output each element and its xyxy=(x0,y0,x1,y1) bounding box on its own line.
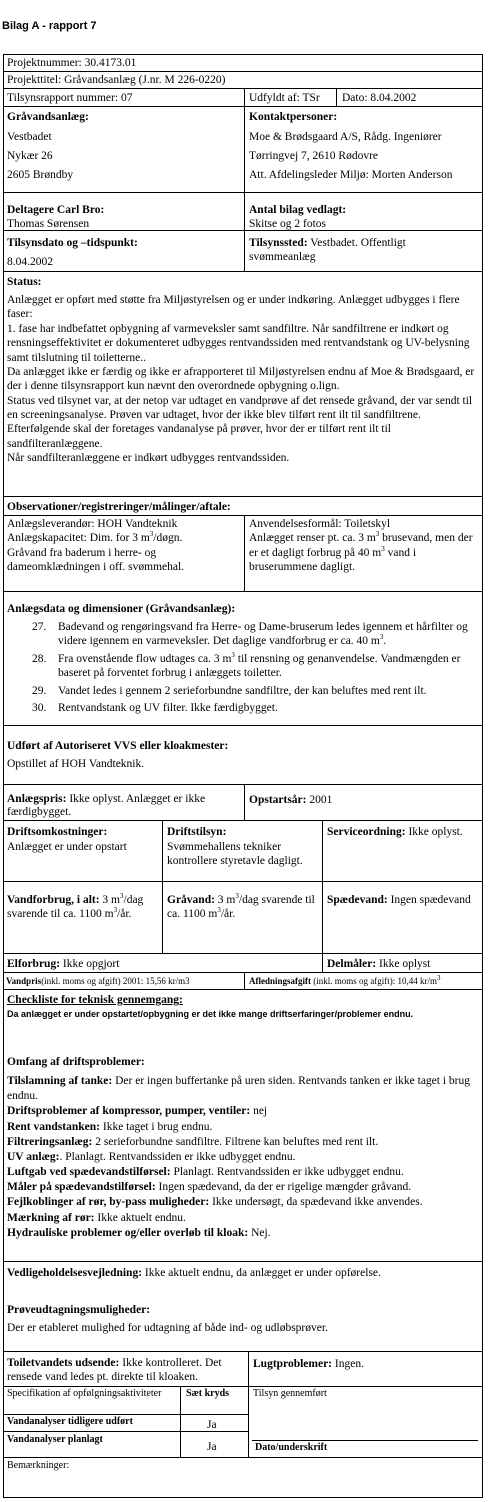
problem-item xyxy=(7,1150,479,1165)
problem-label: Hydrauliske problemer og/eller overløb til kloak: xyxy=(7,1226,249,1239)
start-year-value: 2001 xyxy=(306,794,333,806)
toilet-water-label: Toiletvandets udsende: xyxy=(7,1357,120,1369)
capacity-unit: /døgn. xyxy=(153,532,183,545)
problem-item xyxy=(7,1165,479,1180)
tick-label: Sæt kryds xyxy=(186,1388,230,1399)
power-row xyxy=(3,953,483,973)
grey-water-sup: 3 xyxy=(235,892,239,901)
usage-volume-c: vand i bruserummene dagligt. xyxy=(249,546,417,574)
opcost-label: Driftsomkostninger: xyxy=(7,826,108,838)
signature-label: Dato/underskrift xyxy=(255,1442,328,1453)
status-paragraph: Anlægget er opført med støtte fra Miljøstyrelsen og er under indkøring. Anlægget udbygges i flere faser: xyxy=(7,294,460,321)
opstate-value: Svømmehallens tekniker kontrollere styretavle dagligt. xyxy=(167,841,303,868)
start-year xyxy=(249,793,332,807)
status-text xyxy=(7,293,477,466)
water-total-sup2: 3 xyxy=(113,906,118,915)
problem-label: Mærkning af rør: xyxy=(7,1211,95,1224)
sampling-value: Der er etableret mulighed for udtagning af både ind- og udløbsprøver. xyxy=(7,1322,328,1334)
plant-line: 2605 Brøndby xyxy=(7,169,74,181)
problem-value: Ikke undersøgt, da spædevand ikke anvendes. xyxy=(209,1196,423,1209)
project-title-row xyxy=(3,71,483,89)
opstate-label: Driftstilsyn: xyxy=(167,826,227,838)
project-title: Projekttitel: Gråvandsanlæg (J.nr. M 226-0220) xyxy=(7,74,226,86)
problem-label: Filtreringsanlæg: xyxy=(7,1135,93,1148)
odour-label: Lugtproblemer: xyxy=(253,1358,333,1370)
dimensions-list xyxy=(4,620,474,718)
capacity-sup: 3 xyxy=(149,530,154,539)
problems-list xyxy=(7,1074,479,1241)
grey-water-c: /år. xyxy=(220,908,236,921)
item-text: Vandet ledes i gennem 2 serieforbundne sandfiltre, der kan beluftes med rent ilt. xyxy=(58,684,427,697)
problem-value: Ikke taget i brug endnu. xyxy=(99,1120,213,1133)
contact-line: Att. Afdelingsleder Miljø: Morten Anderson xyxy=(249,169,453,181)
power-label: Elforbrug: xyxy=(7,958,61,970)
problem-value: . Planlagt. Rentvandssiden er ikke udbygget endnu. xyxy=(59,1150,296,1163)
price-label: Anlægspris: xyxy=(7,793,67,805)
observations-label: Observationer/registreringer/målinger/aftale: xyxy=(7,501,231,513)
dimensions-item xyxy=(4,620,474,649)
observations-section xyxy=(3,496,483,592)
problem-label: Fejlkoblinger af rør, by-pass muligheder: xyxy=(7,1196,210,1209)
price xyxy=(7,793,239,819)
odour-value: Ingen. xyxy=(332,1358,364,1370)
contact-line: Moe & Brødsgaard A/S, Rådg. Ingeniører xyxy=(249,131,442,143)
document-title: Bilag A - rapport 7 xyxy=(2,20,97,32)
observations-right xyxy=(249,517,479,575)
usage-volume-b: brusevand, men der er et dagligt forbrug på 40 m xyxy=(249,532,473,559)
usage-volume-sup: 3 xyxy=(375,530,380,539)
inspection-place-label: Tilsynssted: xyxy=(249,237,308,249)
dimensions-item xyxy=(4,684,474,698)
grey-water-label: Gråvand: xyxy=(167,894,215,906)
item-sup: 3 xyxy=(231,650,235,659)
submeter-value: Ikke oplyst xyxy=(376,958,431,970)
price-row xyxy=(3,972,483,990)
water-total-label: Vandforbrug, i alt: xyxy=(7,894,100,906)
grey-water-sup2: 3 xyxy=(217,906,221,915)
grey-water xyxy=(167,893,319,922)
grey-water-a: 3 m xyxy=(214,894,236,906)
filled-by: Udfyldt af: TSr xyxy=(249,92,320,104)
plant-capacity xyxy=(7,531,239,545)
dimensions-item xyxy=(4,701,474,715)
toilet-section xyxy=(3,1351,483,1387)
spec-label: Specifikation af opfølgningsaktiviteter xyxy=(7,1388,162,1399)
inspection-time-label: Tilsynsdato og –tidspunkt: xyxy=(7,237,138,249)
status-paragraph: Da anlægget ikke er færdig og ikke er afrapporteret til Miljøstyrelsen endnu af Moe & Brødsgaard, er der i denne tilsynsrapport kun nævnt den overordnede opbygning o.lign. xyxy=(7,365,475,393)
water-total-c: /år. xyxy=(117,908,132,921)
problem-value: Planlagt. Rentvandssiden er ikke udbygget endnu. xyxy=(170,1166,404,1179)
problem-label: UV anlæg: xyxy=(7,1150,60,1163)
contacts-label: Kontaktpersoner: xyxy=(249,111,338,123)
price-section xyxy=(3,784,483,821)
problem-value: Der er ingen buffertanke på uren siden. Rentvands tanken er ikke taget i brug endnu. xyxy=(7,1075,470,1103)
inspection-place xyxy=(249,236,474,265)
water-total xyxy=(7,893,157,922)
water-price-label: Vandpris xyxy=(6,976,42,986)
status-paragraph: 1. fase har indbefattet opbygning af varmeveksler samt sandfiltre. Når sandfiltrene er indkørt og rensningseffektivitet er dokumenteret udbygges rentvandssiden med rentvandstank og UV-belysning samt tilslutning til toiletterne.. xyxy=(7,322,470,364)
grey-water-source: Gråvand fra baderum i herre- og dameomklædningen i off. svømmehal. xyxy=(7,546,185,574)
contact-line: Tørringvej 7, 2610 Rødovre xyxy=(249,150,379,162)
report-date: Dato: 8.04.2002 xyxy=(342,92,417,104)
item-text: Badevand og rengøringsvand fra Herre- og Dame-bruserum ledes igennem et hårfilter og videre igennem en varmeveksler. Det daglige vandforbrug er ca. 40 m xyxy=(58,621,468,648)
prev-analysis-value: Ja xyxy=(207,1419,217,1431)
item-number: 30. xyxy=(32,701,47,714)
plant-line: Nykær 26 xyxy=(7,150,53,162)
problem-item xyxy=(7,1104,479,1119)
water-total-a: 3 m xyxy=(99,894,120,906)
status-paragraph: Når sandfilteranlæggene er indkørt udbygges rentvandssiden. xyxy=(7,452,290,465)
participants-value: Thomas Sørensen xyxy=(7,218,90,230)
usage-purpose: Anvendelsesformål: Toiletskyl xyxy=(249,518,391,530)
signature-line xyxy=(252,1440,478,1441)
problem-label: Luftgab ved spædevandstilførsel: xyxy=(7,1166,171,1179)
power xyxy=(7,957,119,971)
plant-contacts-section xyxy=(3,106,483,193)
start-year-label: Opstartsår: xyxy=(249,794,307,806)
usage-volume xyxy=(249,531,479,574)
make-up-water-label: Spædevand: xyxy=(327,894,388,906)
usage-volume-a: Anlægget renser pt. ca. 3 m xyxy=(249,532,376,545)
inspection-place-value: Vestbadet. Offentligt svømmeanlæg xyxy=(249,237,406,264)
inspection-time-value: 8.04.2002 xyxy=(7,256,53,268)
problem-item xyxy=(7,1226,479,1241)
sampling-label: Prøveudtagningsmuligheder: xyxy=(7,1304,151,1316)
problem-label: Rent vandstanken: xyxy=(7,1120,100,1133)
grey-water-b: /dag svarende til ca. 1100 m xyxy=(167,894,315,921)
maintenance xyxy=(7,1266,381,1280)
participants-label: Deltagere Carl Bro: xyxy=(7,204,105,216)
project-number: Projektnummer: 30.4173.01 xyxy=(7,57,137,69)
follow-up-section xyxy=(3,1386,483,1458)
plant-label: Gråvandsanlæg: xyxy=(7,111,89,123)
problem-item xyxy=(7,1135,479,1150)
problem-label: Driftsproblemer af kompressor, pumper, ventiler: xyxy=(7,1105,251,1118)
attachments-value: Skitse og 2 fotos xyxy=(249,218,326,230)
report-number: Tilsynsrapport nummer: 07 xyxy=(7,92,133,104)
item-text-end: . xyxy=(383,635,387,648)
power-value: Ikke opgjort xyxy=(60,958,120,970)
plant-line: Vestbadet xyxy=(7,131,52,143)
maintenance-value: Ikke aktuelt endnu, da anlægget er under opførelse. xyxy=(142,1267,381,1279)
water-total-sup: 3 xyxy=(120,892,124,901)
item-number: 28. xyxy=(32,652,47,665)
status-paragraph: Status ved tilsynet var, at der netop var udtaget en vandprøve af det rensede gråvand, der var sendt til en screeningsanalyse. Prøven var udtaget, hvor der ikke blev tilført rent ilt til sandfiltrene. Efterfølgende skal der foretages vandanalyse på prøver, hvor der er tilført rent ilt til sandfilteranlæggene. xyxy=(7,394,473,450)
drainage-fee xyxy=(249,976,441,987)
installer-section xyxy=(3,725,483,785)
installer-label: Udført af Autoriseret VVS eller kloakmester: xyxy=(7,740,229,752)
checklist-label: Checkliste for teknisk gennemgang: xyxy=(7,994,183,1006)
project-number-row xyxy=(3,54,483,72)
participants-section xyxy=(3,192,483,272)
item-text: Fra ovenstående flow udtages ca. 3 m xyxy=(58,652,232,665)
odour xyxy=(253,1357,364,1371)
price-value: Ikke oplyst. Anlægget er ikke færdigbygget. xyxy=(7,793,206,819)
item-number: 29. xyxy=(32,684,47,697)
prev-analysis-label: Vandanalyser tidligere udført xyxy=(7,1416,133,1427)
remarks-section xyxy=(3,1457,483,1498)
installer-value: Opstillet af HOH Vandteknik. xyxy=(7,758,145,770)
problem-item xyxy=(7,1195,479,1210)
toilet-water xyxy=(7,1357,245,1385)
problem-item xyxy=(7,1074,479,1104)
service-label: Serviceordning: xyxy=(327,826,406,838)
usage-volume-sup2: 3 xyxy=(381,544,385,553)
attachments-label: Antal bilag vedlagt: xyxy=(249,204,347,216)
item-sup: 3 xyxy=(379,633,384,642)
plant-supplier: Anlægsleverandør: HOH Vandteknik xyxy=(7,518,178,530)
drainage-fee-value: (inkl. moms og afgift): 10,44 kr/m xyxy=(311,976,438,986)
planned-analysis-value: Ja xyxy=(207,1441,217,1453)
submeter-label: Delmåler: xyxy=(327,958,377,970)
capacity-text: Anlægskapacitet: Dim. for 3 m xyxy=(7,532,150,545)
problem-label: Tilslamning af tanke: xyxy=(7,1075,113,1087)
water-total-b: /dag svarende til ca. 1100 m xyxy=(7,894,144,921)
report-info-row xyxy=(3,88,483,107)
drainage-fee-sup: 3 xyxy=(437,974,441,982)
status-section xyxy=(3,271,483,497)
problem-item xyxy=(7,1211,479,1226)
approved-label: Tilsyn gennemført xyxy=(253,1388,327,1399)
dimensions-section xyxy=(3,591,483,726)
problem-value: 2 serieforbundne sandfiltre. Filtrene kan beluftes med rent ilt. xyxy=(92,1135,379,1148)
problem-value: Nej. xyxy=(248,1226,271,1239)
toilet-water-value: Ikke kontrolleret. Det rensede vand ledes pt. direkte til kloaken. xyxy=(7,1357,222,1383)
checklist-section xyxy=(3,989,483,1262)
water-price xyxy=(6,976,190,987)
dimensions-item xyxy=(4,652,474,681)
problem-label: Måler på spædevandstilførsel: xyxy=(7,1181,156,1194)
problem-item xyxy=(7,1120,479,1135)
maintenance-label: Vedligeholdelsesvejledning: xyxy=(7,1267,143,1279)
make-up-water xyxy=(327,893,477,907)
service-value: Ikke oplyst. xyxy=(405,826,463,838)
item-text-end: til rensning og genanvendelse. Vandmængden er baseret på forventet forbrug i anlæggets toiletter. xyxy=(58,652,461,680)
observations-left xyxy=(7,517,239,575)
service xyxy=(327,825,463,839)
problem-value: nej xyxy=(250,1105,268,1118)
drainage-fee-label: Afledningsafgift xyxy=(249,976,312,986)
checklist-note: Da anlægget er under opstartet/opbygning er det ikke mange driftserfaringer/problemer endnu. xyxy=(7,1009,414,1019)
status-label: Status: xyxy=(7,276,42,288)
operations-section xyxy=(3,820,483,954)
planned-analysis-label: Vandanalyser planlagt xyxy=(7,1434,103,1445)
scope-label: Omfang af driftsproblemer: xyxy=(7,1056,145,1068)
opcost-value: Anlægget er under opstart xyxy=(7,841,127,853)
dimensions-label: Anlægsdata og dimensioner (Gråvandsanlæg): xyxy=(7,603,236,615)
remarks-label: Bemærkninger: xyxy=(7,1460,70,1471)
problem-value: Ikke aktuelt endnu. xyxy=(94,1211,186,1224)
make-up-water-value: Ingen spædevand xyxy=(387,894,471,906)
submeter xyxy=(327,957,430,971)
water-price-value: (inkl. moms og afgift) 2001: 15,56 kr/m3 xyxy=(41,976,190,986)
item-text: Rentvandstank og UV filter. Ikke færdigbygget. xyxy=(58,701,278,714)
problem-value: Ingen spædevand, da der er rigelige mængder gråvand. xyxy=(155,1181,412,1194)
maintenance-section xyxy=(3,1261,483,1352)
problem-item xyxy=(7,1180,479,1195)
item-number: 27. xyxy=(32,621,47,633)
